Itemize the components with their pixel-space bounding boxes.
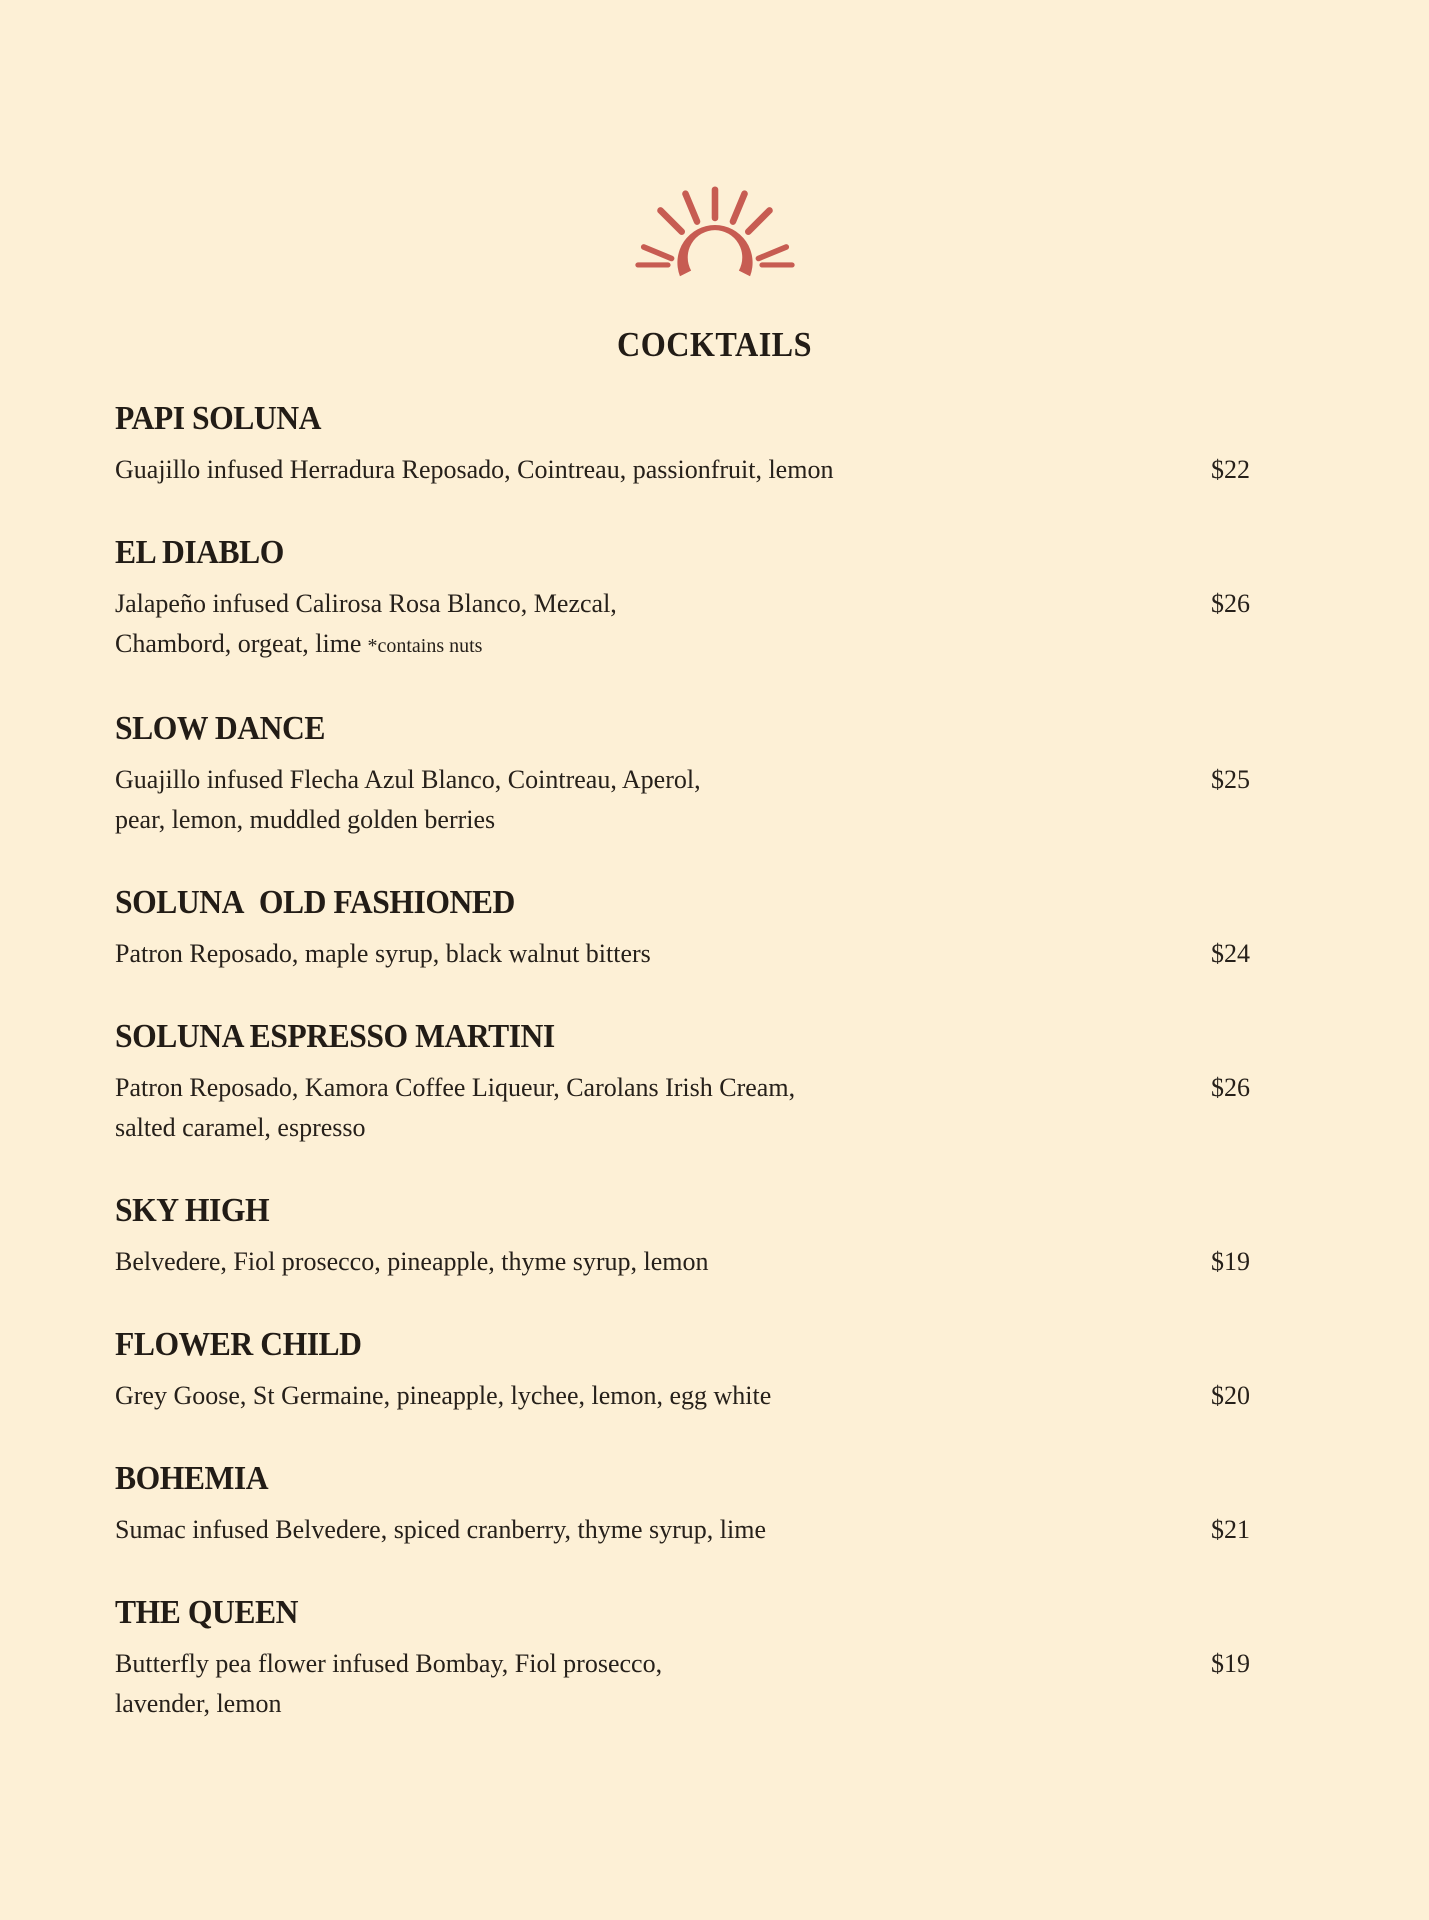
menu-item-left [115, 1462, 1170, 1550]
item-description [115, 1510, 1170, 1550]
item-description-line [115, 1684, 1170, 1724]
item-description-line [115, 1510, 1170, 1550]
item-description-text: lavender, lemon [115, 1689, 282, 1718]
item-description-line [115, 1376, 1170, 1416]
item-description [115, 1068, 1170, 1148]
item-description-text: Patron Reposado, Kamora Coffee Liqueur, Carolans Irish Cream, [115, 1073, 796, 1102]
item-description [115, 760, 1170, 840]
item-description-line [115, 450, 1170, 490]
menu-item [115, 1462, 1250, 1550]
menu-item [115, 536, 1250, 666]
item-price: $19 [1211, 1649, 1250, 1678]
menu-item [115, 712, 1250, 840]
item-description-line [115, 934, 1170, 974]
item-name: SKY HIGH [115, 1192, 270, 1229]
item-price: $21 [1211, 1515, 1250, 1544]
item-description-text: Butterfly pea flower infused Bombay, Fiol prosecco, [115, 1649, 663, 1678]
item-price: $20 [1211, 1381, 1250, 1410]
item-description-text: Jalapeño infused Calirosa Rosa Blanco, Mezcal, [115, 589, 617, 618]
item-description-line [115, 1644, 1170, 1684]
sun-crescent [677, 225, 752, 276]
item-name: BOHEMIA [115, 1460, 269, 1497]
item-description-line [115, 800, 1170, 840]
item-price: $26 [1211, 1073, 1250, 1102]
item-description-text: Belvedere, Fiol prosecco, pineapple, thyme syrup, lemon [115, 1247, 709, 1276]
item-description-line [115, 1242, 1170, 1282]
menu-item-left [115, 1596, 1170, 1724]
item-description [115, 934, 1170, 974]
menu-item-left [115, 1194, 1170, 1282]
menu-item-left [115, 1328, 1170, 1416]
allergen-note: *contains nuts [367, 635, 483, 657]
item-price: $19 [1211, 1247, 1250, 1276]
item-description-text: Patron Reposado, maple syrup, black walnut bitters [115, 939, 651, 968]
item-name: SOLUNA OLD FASHIONED [115, 884, 515, 921]
menu-item [115, 1328, 1250, 1416]
item-description-line [115, 760, 1170, 800]
item-name: SLOW DANCE [115, 710, 326, 747]
item-description [115, 584, 1170, 666]
menu-item-left [115, 886, 1170, 974]
menu-item-left [115, 402, 1170, 490]
item-name: EL DIABLO [115, 534, 284, 571]
item-description-text: Sumac infused Belvedere, spiced cranberry, thyme syrup, lime [115, 1515, 766, 1544]
item-name: FLOWER CHILD [115, 1326, 362, 1363]
item-description [115, 1242, 1170, 1282]
menu-item-left [115, 1020, 1170, 1148]
item-price: $25 [1211, 765, 1250, 794]
item-description-text: Chambord, orgeat, lime [115, 629, 362, 658]
item-name: SOLUNA ESPRESSO MARTINI [115, 1018, 555, 1055]
item-name: THE QUEEN [115, 1594, 298, 1631]
item-description-line [115, 624, 1170, 666]
item-price: $26 [1211, 589, 1250, 618]
item-description-text: Guajillo infused Herradura Reposado, Cointreau, passionfruit, lemon [115, 455, 834, 484]
sun-logo [630, 186, 800, 280]
item-description-text: pear, lemon, muddled golden berries [115, 805, 496, 834]
item-description-text: salted caramel, espresso [115, 1113, 366, 1142]
item-description [115, 450, 1170, 490]
menu-item [115, 1596, 1250, 1724]
item-price: $22 [1211, 455, 1250, 484]
menu-item [115, 1020, 1250, 1148]
menu-item-left [115, 536, 1170, 666]
item-description [115, 1376, 1170, 1416]
logo-wrap [0, 186, 1429, 280]
item-description-text: Grey Goose, St Germaine, pineapple, lychee, lemon, egg white [115, 1381, 772, 1410]
item-name: PAPI SOLUNA [115, 400, 321, 437]
menu-item [115, 886, 1250, 974]
menu-item [115, 402, 1250, 490]
item-description-line [115, 1108, 1170, 1148]
item-description [115, 1644, 1170, 1724]
menu-item [115, 1194, 1250, 1282]
item-description-line [115, 1068, 1170, 1108]
menu-item-left [115, 712, 1170, 840]
item-description-text: Guajillo infused Flecha Azul Blanco, Cointreau, Aperol, [115, 765, 701, 794]
item-price: $24 [1211, 939, 1250, 968]
menu-title: COCKTAILS [616, 325, 813, 364]
menu-item-list [0, 402, 1429, 1724]
item-description-line [115, 584, 1170, 624]
